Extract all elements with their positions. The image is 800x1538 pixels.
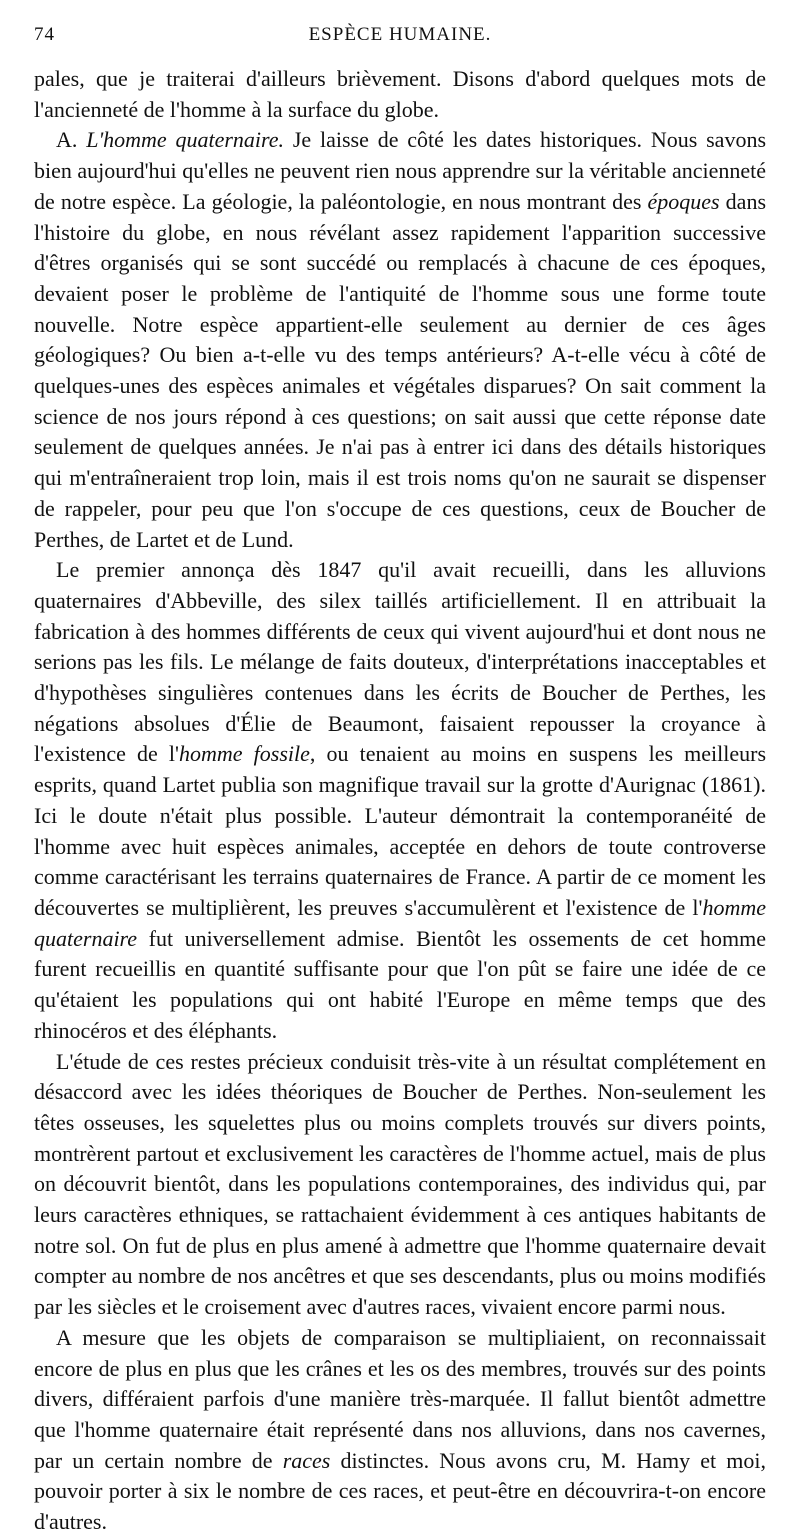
paragraph-homme-quaternaire [34,125,766,555]
emphasis: homme quaternaire [34,894,766,951]
paragraph-boucher-de-perthes [34,555,766,1046]
body-text [34,64,766,1538]
paragraph-text: dans l'histoire du globe, en nous révélant assez rapidement l'apparition successive d'êtres organisés qui se sont succédé ou remplacés à chacune de ces époques, devaient poser le problème de l'antiquité de l'homme sous une forme toute nouvelle. Notre espèce appartient-elle seulement au dernier de ces âges géologiques? Ou bien a-t-elle vu des temps antérieurs? A-t-elle vécu à côté de quelques-unes des espèces animales et végétales disparues? On sait comment la science de nos jours répond à ces questions; on sait aussi que cette réponse date seulement de quelques années. Je n'ai pas à entrer ici dans des détails historiques qui m'entraîneraient trop loin, mais il est trois noms qu'on ne saurait se dispenser de rappeler, pour peu que l'on s'occupe de ces questions, ceux de Boucher de Perthes, de Lartet et de Lund. [34,188,767,552]
paragraph-races [34,1323,766,1538]
paragraph-text: Je laisse de côté les dates historiques. Nous savons bien aujourd'hui qu'elles ne peuvent rien nous apprendre sur la véritable ancienneté de notre espèce. La géologie, la paléontologie, en nous montrant des [34,127,767,214]
running-head: ESPÈCE HUMAINE. [308,24,492,45]
paragraph-text: , ou tenaient au moins en suspens les meilleurs esprits, quand Lartet publia son magnifique travail sur la grotte d'Aurignac (1861). Ici le doute n'était plus possible. L'auteur démontrait la contemporanéité de l'homme avec huit espèces animales, acceptée en dehors de toute controverse comme caractérisant les terrains quaternaires de France. A partir de ce moment les découvertes se multiplièrent, les preuves s'accumulèrent et l'existence de l' [34,741,767,920]
paragraph-continuation: pales, que je traiterai d'ailleurs brièvement. Disons d'abord quelques mots de l'ancienneté de l'homme à la surface du globe. [34,66,766,122]
section-label: A. [56,127,78,153]
paragraph-text: distinctes. Nous avons cru, M. Hamy et moi, pouvoir porter à six le nombre de ces races, et peut-être en découvrira-t-on encore d'autres. [34,1447,766,1535]
emphasis: époques [647,188,720,214]
paragraph-text: A mesure que les objets de comparaison se multipliaient, on reconnaissait encore de plus en plus que les crânes et les os des membres, trouvés sur des points divers, différaient parfois d'une manière très-marquée. Il fallut bientôt admettre que l'homme quaternaire était représenté dans nos alluvions, dans nos cavernes, par un certain nombre de [34,1324,766,1473]
page-number: 74 [34,24,55,45]
emphasis: races [282,1447,331,1473]
paragraph-text: fut universellement admise. Bientôt les ossements de cet homme furent recueillis en quantité suffisante pour que l'on pût se faire une idée de ce qu'étaient les populations qui ont habité l'Europe en même temps que des rhinocéros et des éléphants. [34,925,766,1043]
emphasis: homme fossile [179,741,310,767]
paragraph-etude-des-restes: L'étude de ces restes précieux conduisit très-vite à un résultat complétement en désaccord avec les idées théoriques de Boucher de Perthes. Non-seulement les têtes osseuses, les squelettes plus ou moins complets trouvés sur divers points, montrèrent partout et exclusivement les caractères de l'homme actuel, mais de plus on découvrit bientôt, dans les populations contemporaines, des individus qui, par leurs caractères ethniques, se rattachaient évidemment à ces antiques habitants de notre sol. On fut de plus en plus amené à admettre que l'homme quaternaire devait compter au nombre de nos ancêtres et que ses descendants, plus ou moins modifiés par les siècles et le croisement avec d'autres races, vivaient encore parmi nous. [34,1048,766,1320]
page-header [34,24,766,54]
paragraph-text: Le premier annonça dès 1847 qu'il avait recueilli, dans les alluvions quaternaires d'Abbeville, des silex taillés artificiellement. Il en attribuait la fabrication à des hommes différents de ceux qui vivent aujourd'hui et dont nous ne serions pas les fils. Le mélange de faits douteux, d'interprétations inacceptables et d'hypothèses singulières contenues dans les écrits de Boucher de Perthes, les négations absolues d'Élie de Beaumont, faisaient repousser la croyance à l'existence de l' [34,557,766,767]
section-title: L'homme quaternaire. [86,127,285,153]
